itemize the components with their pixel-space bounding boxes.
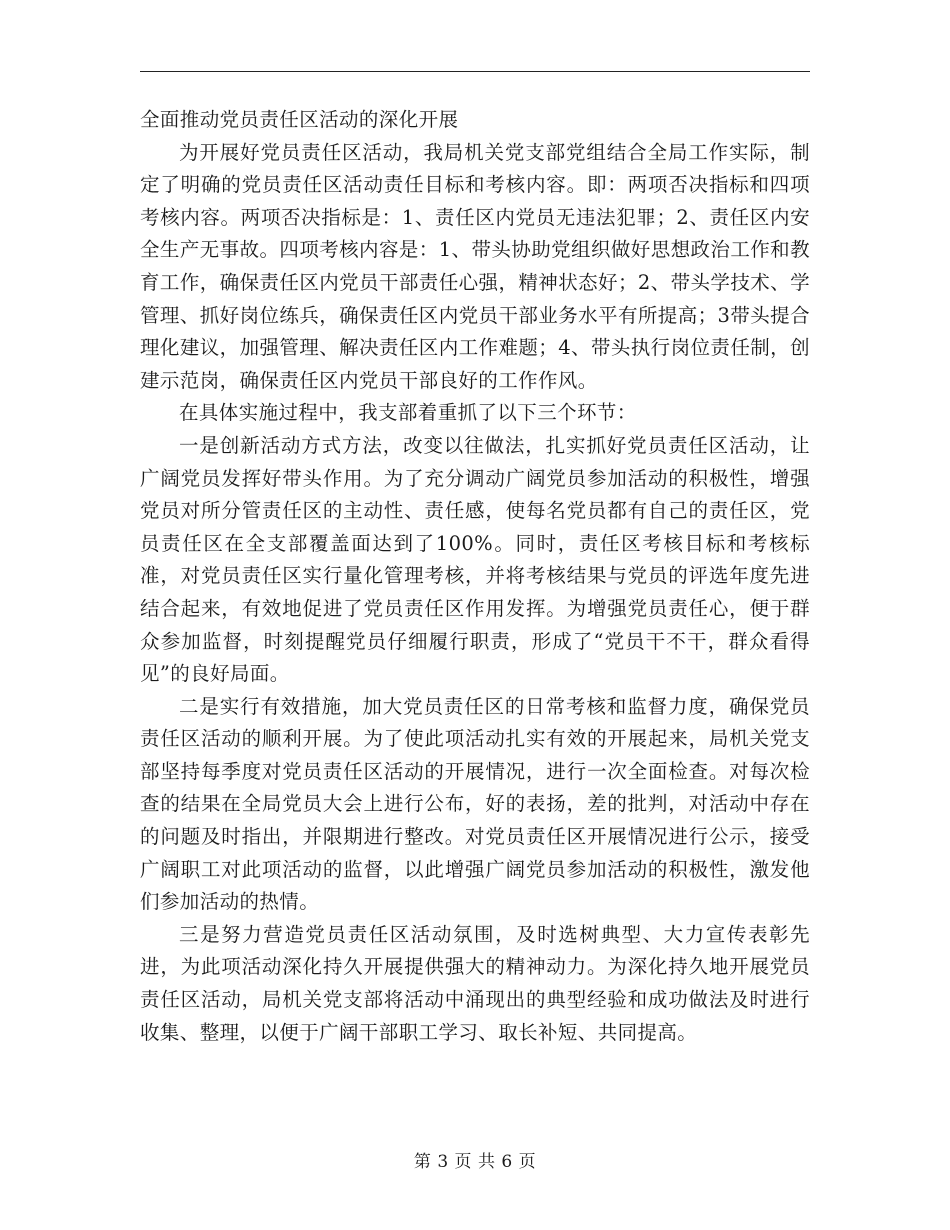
page-number: 第 3 页 共 6 页 [413, 1152, 537, 1172]
header-rule [140, 71, 810, 72]
paragraph-1: 为开展好党员责任区活动，我局机关党支部党组结合全局工作实际，制定了明确的党员责任区活动责任目标和考核内容。即：两项否决指标和四项考核内容。两项否决指标是：1、责任区内党员无违法犯罪；2、责任区内安全生产无事故。四项考核内容是：1、带头协助党组织做好思想政治工作和教育工作，确保责任区内党员干部责任心强，精神状态好；2、带头学技术、学管理、抓好岗位练兵，确保责任区内党员干部业务水平有所提高；3带头提合理化建议，加强管理、解决责任区内工作难题；4、带头执行岗位责任制，创建示范岗，确保责任区内党员干部良好的工作作风。 [140, 140, 810, 392]
paragraph-4: 二是实行有效措施，加大党员责任区的日常考核和监督力度，确保党员责任区活动的顺利开展。为了使此项活动扎实有效的开展起来，局机关党支部坚持每季度对党员责任区活动的开展情况，进行一次全面检查。对每次检查的结果在全局党员大会上进行公布，好的表扬，差的批判，对活动中存在的问题及时指出，并限期进行整改。对党员责任区开展情况进行公示，接受广阔职工对此项活动的监督，以此增强广阔党员参加活动的积极性，激发他们参加活动的热情。 [140, 694, 810, 914]
paragraph-2: 在具体实施过程中，我支部着重抓了以下三个环节： [179, 401, 637, 425]
document-body [140, 104, 810, 1049]
paragraph-5: 三是努力营造党员责任区活动氛围，及时选树典型、大力宣传表彰先进，为此项活动深化持久开展提供强大的精神动力。为深化持久地开展党员责任区活动，局机关党支部将活动中涌现出的典型经验和成功做法及时进行收集、整理，以便于广阔干部职工学习、取长补短、共同提高。 [140, 922, 810, 1044]
paragraph-3: 一是创新活动方式方法，改变以往做法，扎实抓好党员责任区活动，让广阔党员发挥好带头作用。为了充分调动广阔党员参加活动的积极性，增强党员对所分管责任区的主动性、责任感，使每名党员都有自己的责任区，党员责任区在全支部覆盖面达到了100%。同时，责任区考核目标和考核标准，对党员责任区实行量化管理考核，并将考核结果与党员的评选年度先进结合起来，有效地促进了党员责任区作用发挥。为增强党员责任心，便于群众参加监督，时刻提醒党员仔细履行职责，形成了“党员干不干，群众看得见”的良好局面。 [140, 433, 810, 686]
document-title: 全面推动党员责任区活动的深化开展 [140, 108, 459, 131]
